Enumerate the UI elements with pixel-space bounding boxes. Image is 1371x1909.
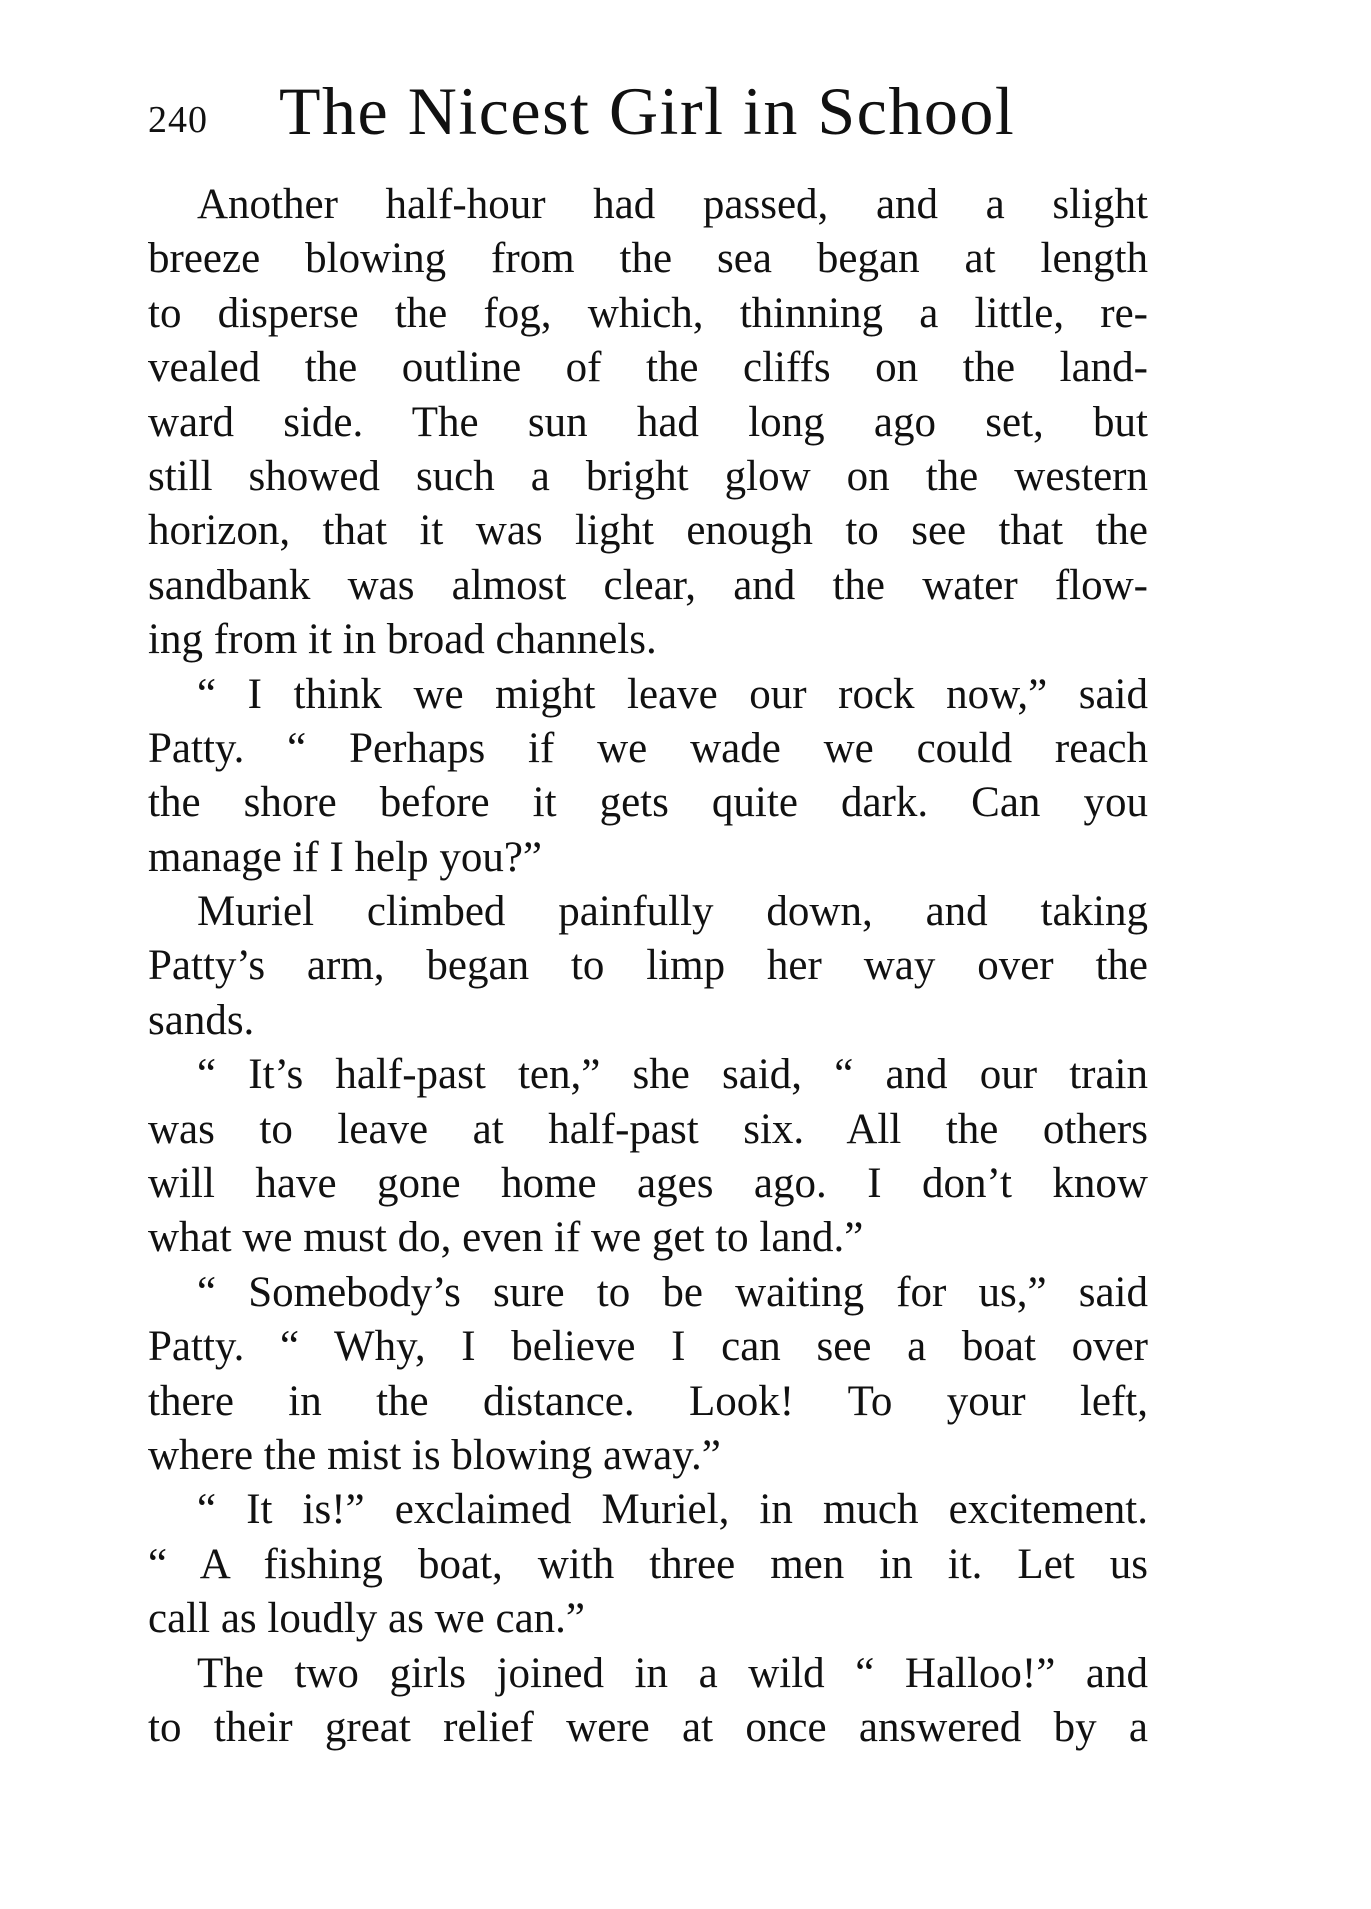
text-line: the shore before it gets quite dark. Can you (148, 779, 1148, 827)
text-line: “ It is!” exclaimed Muriel, in much excitement. (197, 1486, 1148, 1534)
text-line: Muriel climbed painfully down, and taking (197, 888, 1148, 936)
page-number: 240 (148, 99, 208, 141)
text-line: vealed the outline of the cliffs on the land- (148, 344, 1148, 392)
text-line: where the mist is blowing away.” (148, 1431, 721, 1479)
text-line: The two girls joined in a wild “ Halloo!” and (197, 1649, 1148, 1697)
text-line: breeze blowing from the sea began at length (148, 235, 1148, 283)
body-text (148, 178, 1148, 1755)
text-line: Patty. “ Why, I believe I can see a boat over (148, 1323, 1148, 1371)
text-line: ward side. The sun had long ago set, but (148, 398, 1148, 446)
text-line: there in the distance. Look! To your left, (148, 1377, 1148, 1425)
text-line: Another half-hour had passed, and a slight (197, 181, 1148, 228)
text-line: horizon, that it was light enough to see that the (148, 507, 1148, 555)
text-line: “ Somebody’s sure to be waiting for us,” said (197, 1268, 1148, 1316)
text-line: still showed such a bright glow on the western (148, 452, 1148, 500)
text-line: sands. (148, 996, 255, 1044)
text-line: sandbank was almost clear, and the water flow- (148, 561, 1148, 609)
text-line: “ A fishing boat, with three men in it. Let us (148, 1540, 1148, 1588)
page-header (148, 72, 1148, 152)
text-line: call as loudly as we can.” (148, 1595, 585, 1643)
text-line: was to leave at half-past six. All the others (148, 1105, 1148, 1153)
text-line: Patty’s arm, began to limp her way over the (148, 942, 1148, 990)
text-line: will have gone home ages ago. I don’t know (148, 1160, 1148, 1208)
text-line: to disperse the fog, which, thinning a little, re- (148, 289, 1148, 337)
text-line: to their great relief were at once answered by a (148, 1703, 1148, 1751)
text-line: ing from it in broad channels. (148, 616, 657, 664)
running-title: The Nicest Girl in School (279, 73, 1016, 149)
text-line: manage if I help you?” (148, 833, 542, 881)
text-line: “ I think we might leave our rock now,” said (197, 670, 1148, 718)
text-line: “ It’s half-past ten,” she said, “ and our train (197, 1051, 1148, 1099)
text-line: Patty. “ Perhaps if we wade we could reach (148, 724, 1148, 772)
text-line: what we must do, even if we get to land.” (148, 1214, 864, 1262)
